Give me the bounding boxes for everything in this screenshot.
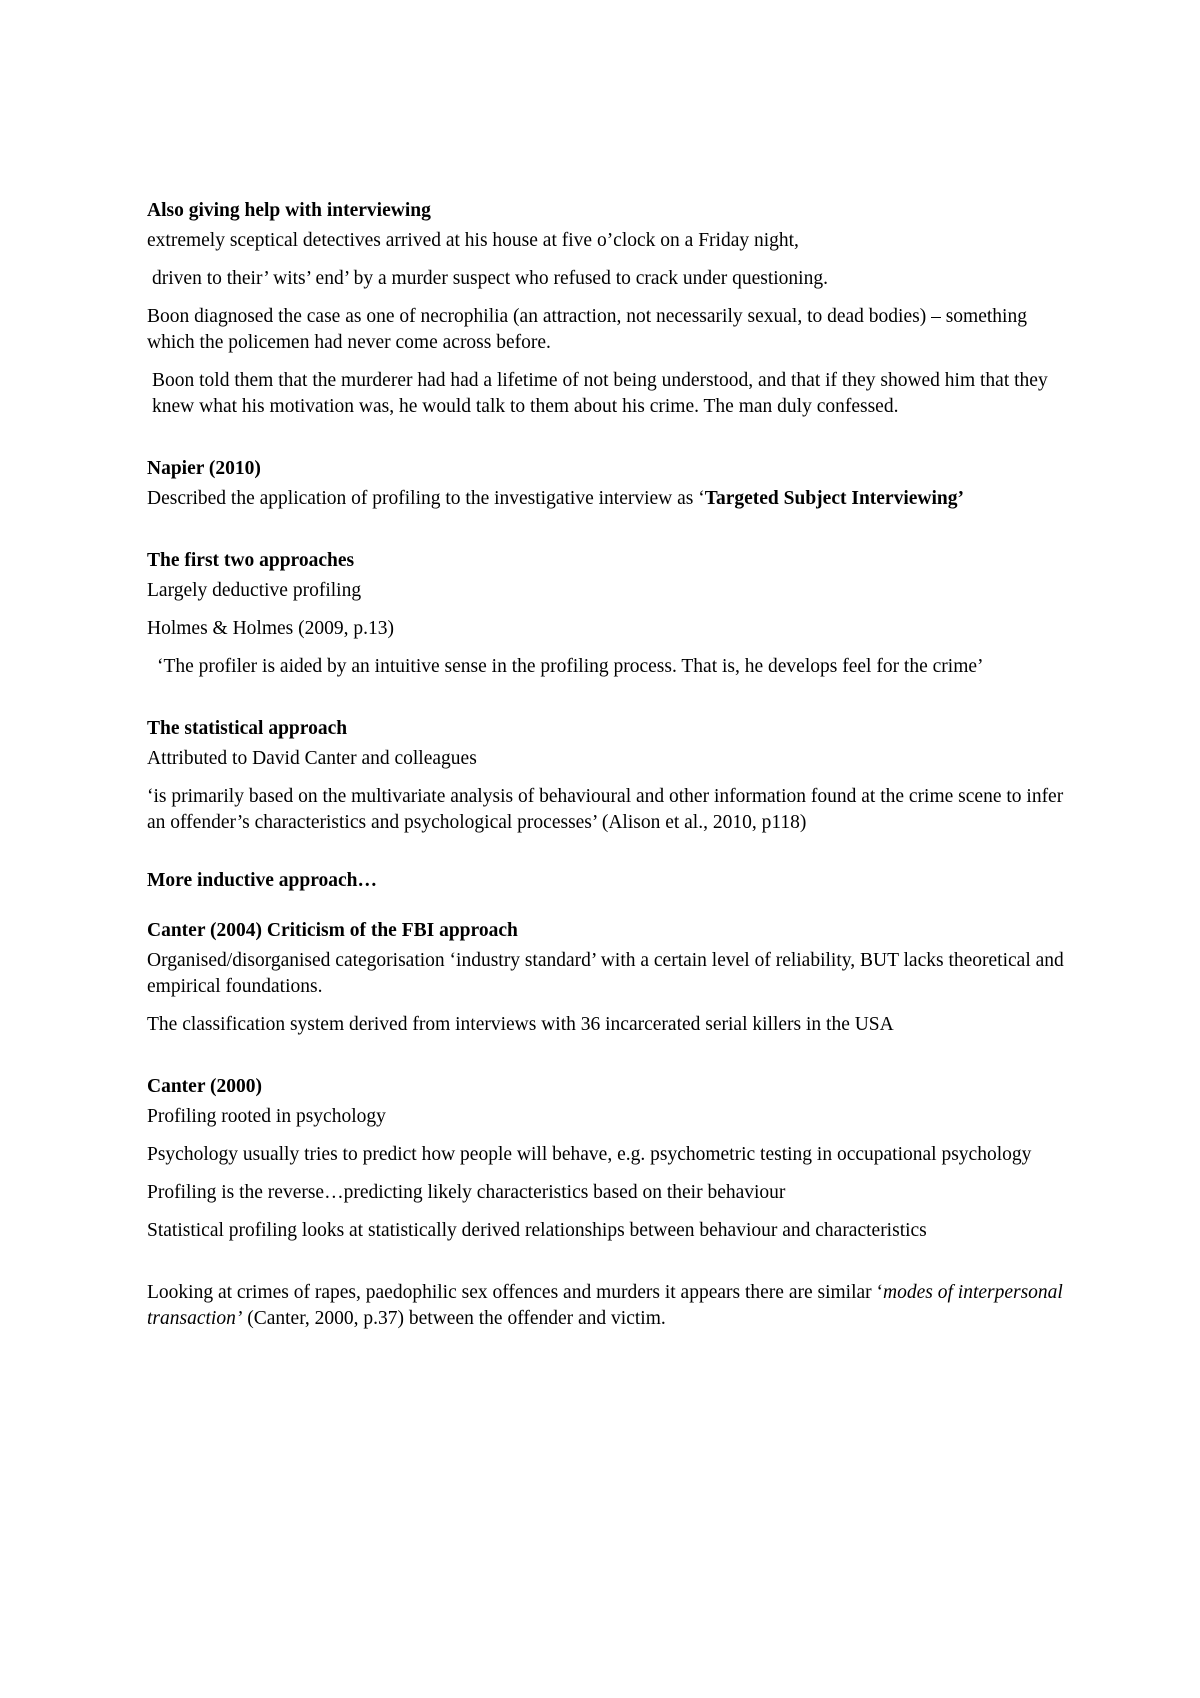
paragraph-text: Looking at crimes of rapes, paedophilic sex offences and murders it appears there are similar ‘ xyxy=(147,1282,884,1303)
paragraph: Holmes & Holmes (2009, p.13) xyxy=(147,618,394,639)
paragraph xyxy=(147,486,1067,512)
paragraph: extremely sceptical detectives arrived at his house at five o’clock on a Friday night, xyxy=(147,230,799,251)
heading-napier: Napier (2010) xyxy=(147,458,261,479)
paragraph: Boon diagnosed the case as one of necrophilia (an attraction, not necessarily sexual, to dead bodies) – something which the policemen had never come across before. xyxy=(147,306,1027,353)
paragraph-text: (Canter, 2000, p.37) between the offender and victim. xyxy=(242,1308,666,1329)
heading-canter-2000: Canter (2000) xyxy=(147,1076,262,1097)
paragraph: Boon told them that the murderer had had a lifetime of not being understood, and that if they showed him that they knew what his motivation was, he would talk to them about his crime. The man duly confessed. xyxy=(152,370,1048,417)
paragraph: The classification system derived from interviews with 36 incarcerated serial killers in the USA xyxy=(147,1014,894,1035)
paragraph: driven to their’ wits’ end’ by a murder suspect who refused to crack under questioning. xyxy=(152,268,828,289)
paragraph: Profiling is the reverse…predicting likely characteristics based on their behaviour xyxy=(147,1182,786,1203)
spacer xyxy=(147,524,1067,548)
heading-interviewing: Also giving help with interviewing xyxy=(147,200,431,221)
quote: ‘The profiler is aided by an intuitive sense in the profiling process. That is, he develops feel for the crime’ xyxy=(157,656,984,677)
paragraph-text: Described the application of profiling to the investigative interview as ‘ xyxy=(147,488,705,509)
paragraph: Profiling rooted in psychology xyxy=(147,1106,386,1127)
spacer xyxy=(147,1256,1067,1280)
italic-term: modes of interpersonal transaction’ xyxy=(147,1282,1063,1329)
heading-inductive-approach: More inductive approach… xyxy=(147,870,378,891)
heading-canter-2004: Canter (2004) Criticism of the FBI approach xyxy=(147,920,518,941)
spacer xyxy=(147,432,1067,456)
document-body xyxy=(147,198,1067,1344)
bold-term: Targeted Subject Interviewing’ xyxy=(704,488,965,509)
paragraph: Organised/disorganised categorisation ‘industry standard’ with a certain level of reliability, BUT lacks theoretical and empirical foundations. xyxy=(147,950,1064,997)
spacer xyxy=(147,692,1067,716)
paragraph: Psychology usually tries to predict how people will behave, e.g. psychometric testing in occupational psychology xyxy=(147,1144,1032,1165)
paragraph: Largely deductive profiling xyxy=(147,580,362,601)
paragraph xyxy=(147,1280,1067,1332)
paragraph: Attributed to David Canter and colleagues xyxy=(147,748,477,769)
spacer xyxy=(147,910,1067,918)
paragraph: Statistical profiling looks at statistically derived relationships between behaviour and characteristics xyxy=(147,1220,927,1241)
spacer xyxy=(147,1050,1067,1074)
heading-statistical-approach: The statistical approach xyxy=(147,718,348,739)
spacer xyxy=(147,848,1067,868)
heading-first-two-approaches: The first two approaches xyxy=(147,550,355,571)
paragraph: ‘is primarily based on the multivariate analysis of behavioural and other information found at the crime scene to infer an offender’s characteristics and psychological processes’ (Alison et al., 2010, p118) xyxy=(147,786,1064,833)
